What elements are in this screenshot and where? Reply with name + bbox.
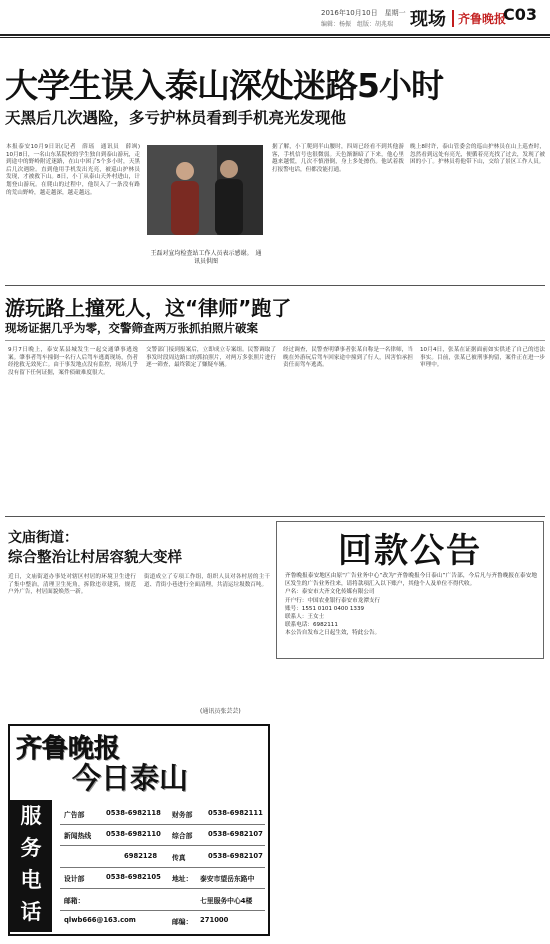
ad-postcode: 271000 (200, 916, 229, 924)
ad-title: 齐鲁晚报 (16, 734, 121, 764)
ad-label: 广告部 (64, 811, 85, 819)
article1-photo (147, 145, 263, 235)
ad-address: 七里服务中心4楼 (200, 897, 253, 905)
ad-phone: 0538-6982111 (208, 809, 263, 817)
ad-phone: 0538-6982105 (106, 873, 161, 881)
page-number: C03 (503, 5, 538, 24)
article1-headline: 大学生误入泰山深处迷路5小时 (5, 66, 443, 105)
ad-address: 泰安市望岳东路中 (200, 875, 255, 883)
notice-account-holder: 户名：泰安市大齐文化传媒有限公司 (285, 589, 375, 596)
photo-people-icon (147, 145, 263, 235)
article3-column-2: 街道成立了专项工作组，组织人员对各村居的主干道、背街小巷进行全面清理，共清运垃圾数百吨。 (144, 574, 270, 588)
article1-column-1: 本报泰安10月9日讯(记者 薛瑶 通讯员 薛飒) 10月8日，一名山东某院校的学生独自到泰山游玩，走到途中的野岭附近迷路，在山中困了5个多小时，天黑后几次遇险。直到他用手机发出光亮，被巡山护林员发现，才被救下山。8日，小丁从泰山天外村进山，计划登山游玩。在爬山的过程中，他误入了一条没有路的荒山野岭，越走越深，越走越远。 (6, 144, 146, 196)
ad-phone: 0538-6982107 (208, 830, 263, 838)
ad-side-char: 电 (20, 868, 42, 892)
article2-column-4: 10月4日，张某在证据面前如实供述了自己的违法事实。目前，张某已被刑事拘留，案件正在进一步审理中。 (420, 347, 545, 369)
article2-column-2: 交警部门接到报案后，立即成立专案组。民警调取了事发时段周边路口的抓拍照片，对两万多张照片进行逐一筛查，最终锁定了嫌疑车辆。 (146, 347, 276, 369)
article1-photo-caption: 王磊对宣均检查站工作人员表示感谢。 通讯员供图 (150, 250, 262, 265)
header-rule-thin (0, 37, 550, 38)
notice-body (285, 572, 537, 638)
editor-credits: 编辑：杨振 组版：胡兆瑞 (321, 21, 394, 28)
ad-label: 综合部 (172, 832, 193, 840)
article1-subheadline: 天黑后几次遇险，多亏护林员看到手机亮光发现他 (5, 109, 347, 127)
notice-text: 齐鲁晚报泰安地区由原“广告业务中心”改为“齐鲁晚报今日泰山”广告部，今后凡与齐鲁晚报在泰安地区发生的广告业务往来，请将款项汇入以下账户，其他个人及单位不得代收。 (285, 573, 537, 588)
ad-divider (60, 824, 265, 825)
ad-divider (60, 910, 265, 911)
issue-date: 2016年10月10日 星期一 (321, 9, 406, 17)
notice-account-number: 账号：1551 0101 0400 1339 (285, 605, 365, 612)
ad-divider (60, 888, 265, 889)
ad-service-phone-label (10, 800, 52, 932)
article3-byline: (通讯员张芸芸) (200, 708, 241, 715)
ad-divider (60, 845, 265, 846)
article3-subheadline: 综合整治让村居容貌大变样 (8, 550, 182, 566)
ad-side-char: 服 (20, 804, 42, 828)
article2-headline: 游玩路上撞死人，这“律师”跑了 (5, 296, 292, 320)
header-rule (0, 34, 550, 36)
ad-label: 邮箱： (64, 897, 85, 905)
ad-phone: 6982128 (124, 852, 158, 860)
ad-label: 设计部 (64, 875, 85, 883)
ad-phone: 0538-6982107 (208, 852, 263, 860)
notice-contact: 联系人：王女士 (285, 614, 325, 621)
ad-email: qlwb666@163.com (64, 916, 136, 924)
section-name: 现场 (410, 9, 446, 30)
article2-column-1: 9月7日晚上，泰安某县城发生一起交通肇事逃逸案。肇事者驾车撞倒一名行人后驾车逃离现场，伤者经抢救无效死亡。由于事发地点没有监控，现场几乎没有留下任何证据，案件侦破难度很大。 (8, 347, 138, 376)
ad-label: 新闻热线 (64, 832, 92, 840)
ad-divider (60, 867, 265, 868)
notice-footer: 本公告自发布之日起生效，特此公告。 (285, 630, 381, 637)
ad-label: 传真 (172, 854, 186, 862)
article1-column-3: 晚上8时许，泰山管委会的巡山护林员在山上巡查时，忽然看到远处有亮光，便循着亮光找了过去，发现了被困的小丁。护林员将他带下山，交给了景区工作人员。 (410, 144, 545, 166)
newspaper-logo: 齐鲁晚报 (452, 10, 506, 27)
ad-phone: 0538-6982110 (106, 830, 161, 838)
ad-side-char: 话 (20, 900, 42, 924)
notice-bank: 开户行：中国农业银行泰安市龙潭支行 (285, 597, 381, 604)
article3-column-1: 近日，文庙街道办事处对辖区村居的环境卫生进行了集中整治，清理卫生死角，拆除违章建筑，规范户外广告，村居面貌焕然一新。 (8, 574, 136, 596)
ad-label: 地址： (172, 875, 193, 883)
ad-subtitle: 今日泰山 (72, 761, 189, 795)
notice-title: 回款公告 (338, 531, 482, 571)
divider (5, 516, 545, 517)
article2-column-3: 经过调查，民警查明肇事者张某自称是一名律师，当晚在外游玩后驾车回家途中撞到了行人，因害怕承担责任而驾车逃离。 (283, 347, 413, 369)
ad-label: 财务部 (172, 811, 193, 819)
article2-subheadline: 现场证据几乎为零，交警筛查两万张抓拍照片破案 (5, 321, 258, 335)
ad-phone: 0538-6982118 (106, 809, 161, 817)
divider (5, 285, 545, 286)
ad-side-char: 务 (20, 836, 42, 860)
ad-label: 邮编： (172, 918, 193, 926)
article3-headline: 文庙街道： (8, 530, 78, 546)
divider (5, 340, 545, 341)
article1-column-2: 据了解，小丁爬到半山腰时，四周已经看不到其他游客，手机信号也很微弱。天色渐渐暗了下来，他心里越来越慌，几次不慎滑倒，身上多处擦伤。他试着拨打报警电话，但都没能打通。 (272, 144, 404, 173)
notice-phone: 联系电话：6982111 (285, 622, 338, 629)
